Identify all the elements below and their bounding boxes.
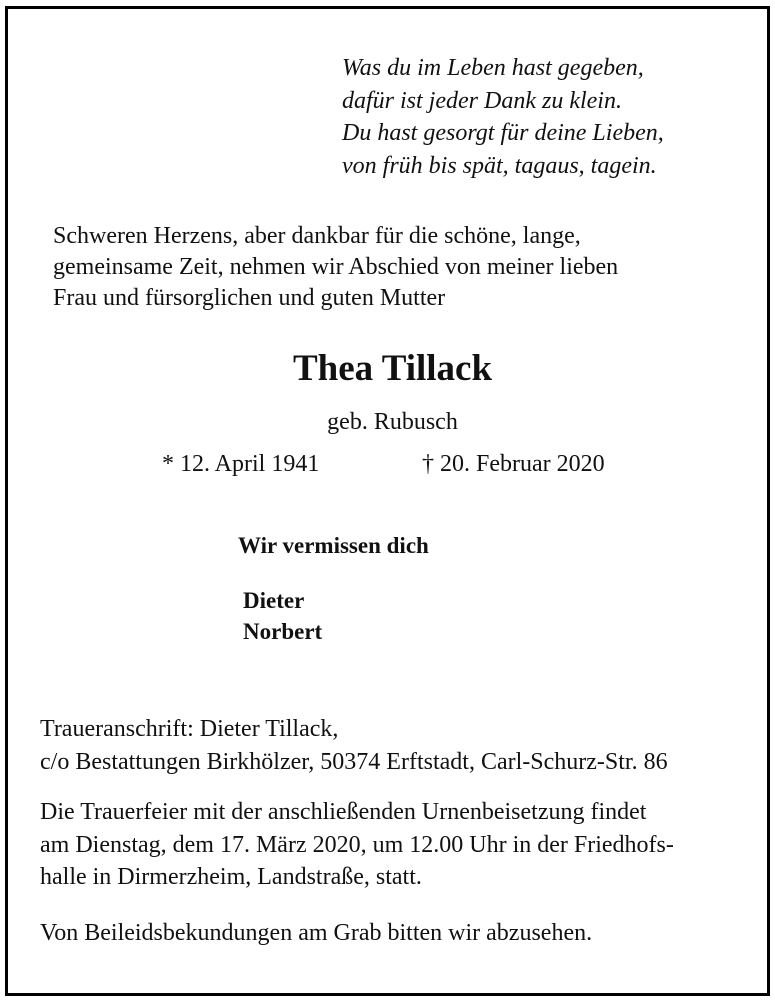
poem-line: Du hast gesorgt für deine Lieben, [342, 120, 664, 146]
mourner-name: Dieter [243, 588, 305, 613]
intro-text [53, 221, 618, 314]
intro-line: gemeinsame Zeit, nehmen wir Abschied von meiner lieben [53, 254, 619, 280]
mourners-heading: Wir vermissen dich [238, 533, 429, 558]
mourner-name: Norbert [243, 619, 323, 644]
poem-line: Was du im Leben hast gegeben, [342, 55, 644, 81]
intro-line: Frau und fürsorglichen und guten Mutter [53, 285, 446, 311]
closing-note: Von Beileidsbekundungen am Grab bitten wir abzusehen. [40, 920, 593, 946]
poem-verse [342, 52, 664, 182]
address-line: Traueranschrift: Dieter Tillack, [40, 716, 339, 742]
address-line: c/o Bestattungen Birkhölzer, 50374 Erftstadt, Carl-Schurz-Str. 86 [40, 748, 668, 775]
poem-line: dafür ist jeder Dank zu klein. [342, 87, 622, 114]
ceremony-info [40, 796, 674, 894]
mourners-names [243, 585, 322, 647]
intro-line: Schweren Herzens, aber dankbar für die schöne, lange, [53, 223, 581, 249]
deceased-name: Thea Tillack [292, 348, 493, 389]
maiden-name: geb. Rubusch [327, 409, 458, 435]
ceremony-line: am Dienstag, dem 17. März 2020, um 12.00 Uhr in der Friedhofs- [40, 831, 674, 858]
poem-line: von früh bis spät, tagaus, tagein. [342, 152, 657, 179]
death-date: † 20. Februar 2020 [422, 451, 605, 477]
mourning-address [40, 713, 668, 778]
birth-date: * 12. April 1941 [162, 451, 320, 477]
ceremony-line: Die Trauerfeier mit der anschließenden Urnenbeisetzung findet [40, 799, 647, 825]
ceremony-line: halle in Dirmerzheim, Landstraße, statt. [40, 864, 422, 890]
